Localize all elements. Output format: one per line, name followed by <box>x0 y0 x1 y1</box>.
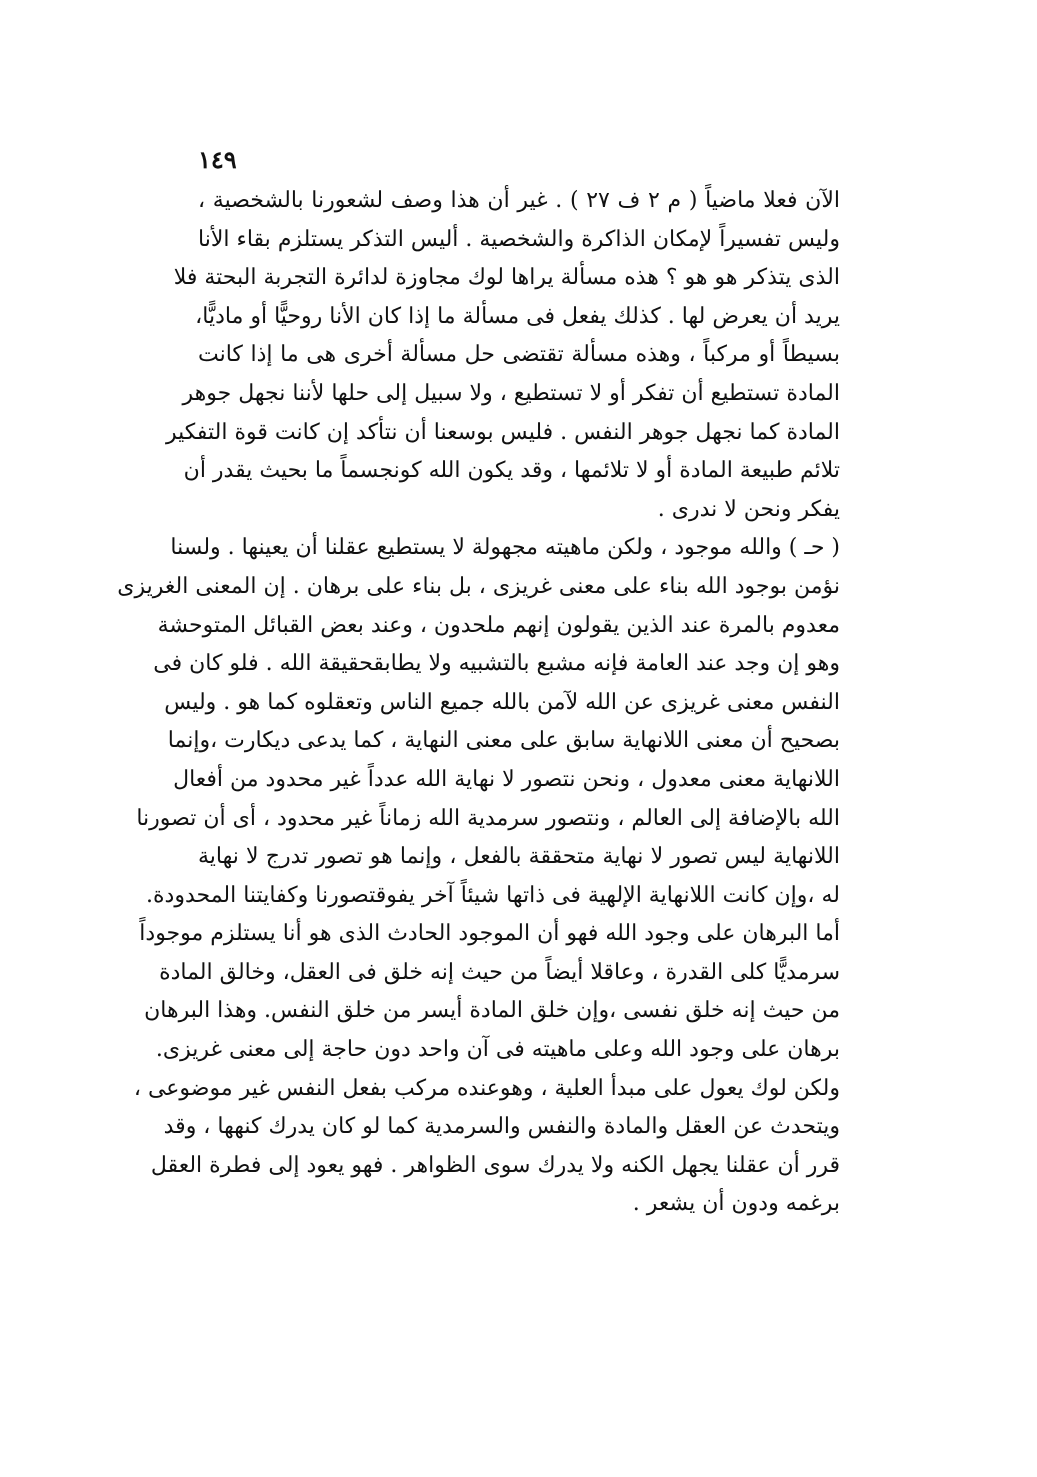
text-line: اللانهاية ليس تصور لا نهاية متحققة بالفعل ، وإنما هو تصور تدرج لا نهاية <box>198 844 840 870</box>
text-line: بسيطاً أو مركباً ، وهذه مسألة تقتضى حل مسألة أخرى هى ما إذا كانت <box>198 342 840 368</box>
text-line: وهو إن وجد عند العامة فإنه مشبع بالتشبيه ولا يطابقحقيقة الله . فلو كان فى <box>153 651 840 677</box>
text-line: بصحيح أن معنى اللانهاية سابق على معنى النهاية ، كما يدعى ديكارت ،وإنما <box>167 728 840 754</box>
body-text <box>117 182 840 1224</box>
text-line: برغمه ودون أن يشعر . <box>632 1191 840 1217</box>
page-number: ١٤٩ <box>198 145 237 174</box>
text-line: المادة تستطيع أن تفكر أو لا تستطيع ، ولا سبيل إلى حلها لأننا نجهل جوهر <box>182 380 840 406</box>
text-line: الله بالإضافة إلى العالم ، ونتصور سرمدية الله زماناً غير محدود ، أى أن تصورنا <box>136 805 840 831</box>
text-line: الآن فعلا ماضياً ( م ٢ ف ٢٧ ) . غير أن هذا وصف لشعورنا بالشخصية ، <box>198 188 840 213</box>
text-line: معدوم بالمرة عند الذين يقولون إنهم ملحدون ، وعند بعض القبائل المتوحشة <box>157 612 840 638</box>
text-line: اللانهاية معنى معدول ، ونحن نتصور لا نهاية الله عدداً غير محدود من أفعال <box>173 766 840 792</box>
text-line: النفس معنى غريزى عن الله لآمن بالله جميع الناس وتعقلوه كما هو . وليس <box>164 689 840 715</box>
text-line: الذى يتذكر هو هو ؟ هذه مسألة يراها لوك مجاوزة لدائرة التجربة البحتة فلا <box>173 265 840 291</box>
text-line: يفكر ونحن لا ندرى . <box>657 496 840 522</box>
text-line: المادة كما نجهل جوهر النفس . فليس بوسعنا أن نتأكد إن كانت قوة التفكير <box>165 419 840 445</box>
text-line: أما البرهان على وجود الله فهو أن الموجود الحادث الذى هو أنا يستلزم موجوداً <box>139 921 840 947</box>
text-line: ولكن لوك يعول على مبدأ العلية ، وهوعنده مركب بفعل النفس غير موضوعى ، <box>133 1075 840 1101</box>
text-line: له ،وإن كانت اللانهاية الإلهية فى ذاتها شيئاً آخر يفوقتصورنا وكفايتنا المحدودة. <box>146 882 840 908</box>
text-line: من حيث إنه خلق نفسى ،وإن خلق المادة أيسر من خلق النفس. وهذا البرهان <box>144 998 840 1024</box>
text-line: يريد أن يعرض لها . كذلك يفعل فى مسألة ما إذا كان الأنا روحيًّا أو ماديًّا، <box>195 303 840 329</box>
text-line: نؤمن بوجود الله بناء على معنى غريزى ، بل بناء على برهان . إن المعنى الغريزى <box>117 573 840 599</box>
text-line: برهان على وجود الله وعلى ماهيته فى آن واحد دون حاجة إلى معنى غريزى. <box>155 1037 840 1063</box>
text-line: سرمديًّا كلى القدرة ، وعاقلا أيضاً من حيث إنه خلق فى العقل، وخالق المادة <box>159 959 840 985</box>
text-line: قرر أن عقلنا يجهل الكنه ولا يدرك سوى الظواهر . فهو يعود إلى فطرة العقل <box>150 1152 840 1178</box>
text-line: ويتحدث عن العقل والمادة والنفس والسرمدية كما لو كان يدرك كنهها ، وقد <box>163 1114 840 1140</box>
text-line: وليس تفسيراً لإمكان الذاكرة والشخصية . أليس التذكر يستلزم بقاء الأنا <box>198 226 840 252</box>
text-line: ( حـ ) والله موجود ، ولكن ماهيته مجهولة لا يستطيع عقلنا أن يعينها . ولسنا <box>170 535 840 561</box>
text-line: تلائم طبيعة المادة أو لا تلائمها ، وقد يكون الله كونجسماً ما بحيث يقدر أن <box>183 458 840 484</box>
